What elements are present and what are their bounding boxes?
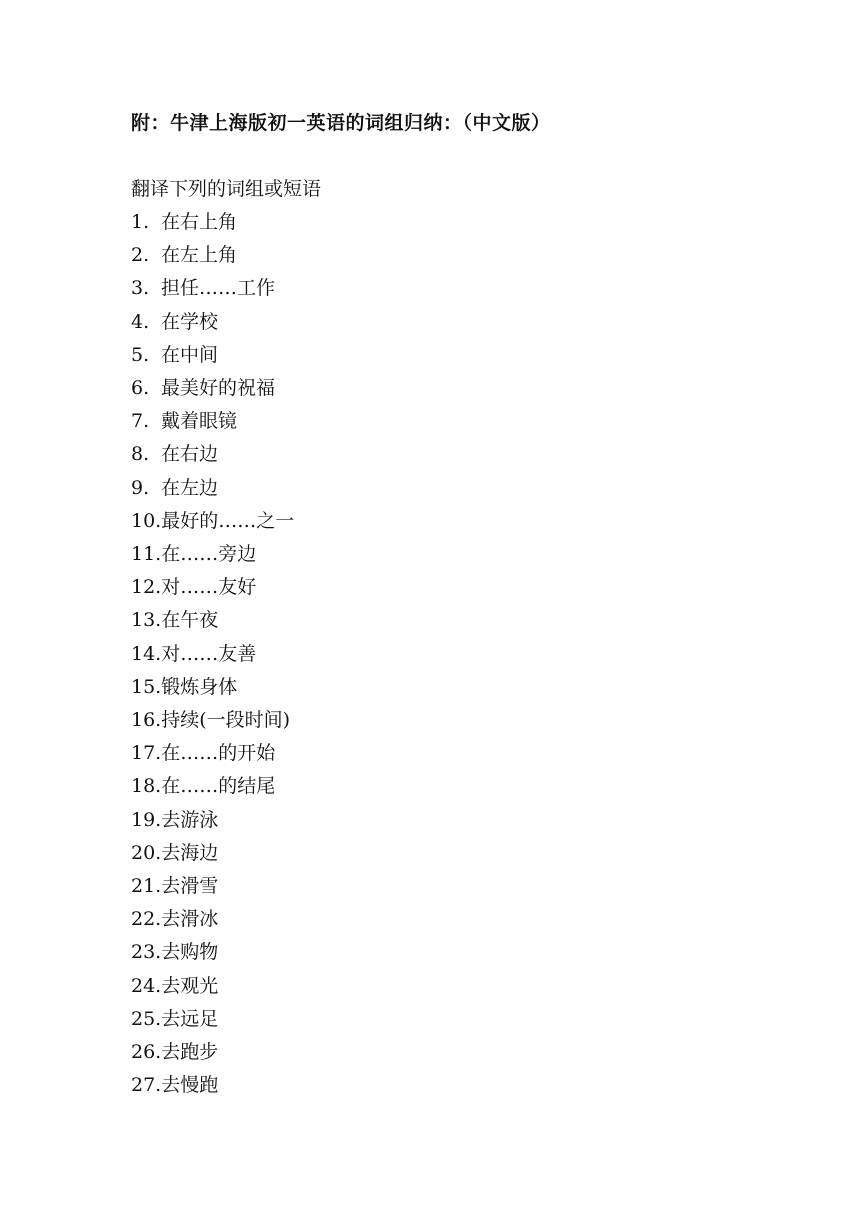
list-item-number: 14. (131, 642, 162, 665)
list-item (131, 737, 811, 770)
list-item (131, 870, 811, 903)
section-heading: 翻译下列的词组或短语 (131, 178, 322, 200)
list-item (131, 936, 811, 969)
list-item-number: 6. (131, 377, 150, 400)
list-item (131, 239, 811, 272)
list-item-number: 20. (131, 841, 162, 864)
list-item (131, 704, 811, 737)
list-item-text: 去滑冰 (161, 908, 219, 931)
list-item-text: 去购物 (161, 941, 219, 964)
list-item-number: 17. (131, 742, 162, 765)
list-item-number: 11. (131, 543, 162, 566)
list-item-number: 10. (131, 509, 162, 532)
list-item-text: 持续(一段时间) (161, 709, 291, 732)
list-item (131, 538, 811, 571)
list-item (131, 903, 811, 936)
list-item-number: 24. (131, 974, 162, 997)
list-item-text: 对……友好 (161, 576, 257, 599)
list-item (131, 472, 811, 505)
list-item-number: 22. (131, 908, 162, 931)
list-item (131, 505, 811, 538)
list-item-text: 在右边 (161, 443, 219, 466)
list-item-number: 4. (131, 310, 150, 333)
list-item (131, 804, 811, 837)
list-item-text: 戴着眼镜 (161, 410, 238, 433)
list-item-text: 锻炼身体 (161, 675, 238, 698)
list-item-text: 去慢跑 (161, 1074, 219, 1097)
list-item-text: 对……友善 (161, 642, 257, 665)
list-item-number: 1. (131, 211, 150, 233)
list-item (131, 638, 811, 671)
list-item-text: 在……的结尾 (161, 775, 276, 798)
list-item (131, 438, 811, 471)
list-item-text: 去远足 (161, 1007, 219, 1030)
list-item-number: 26. (131, 1041, 162, 1064)
list-item-text: 最好的……之一 (161, 509, 295, 532)
list-item-text: 最美好的祝福 (161, 377, 276, 400)
list-item-number: 18. (131, 775, 162, 798)
list-item-text: 去跑步 (161, 1041, 219, 1064)
list-item-text: 在……旁边 (161, 543, 257, 566)
list-item-number: 2. (131, 244, 150, 267)
list-item (131, 405, 811, 438)
list-item-text: 担任……工作 (161, 277, 276, 300)
list-item (131, 272, 811, 305)
list-item-number: 3. (131, 277, 150, 300)
list-item-number: 27. (131, 1074, 162, 1097)
list-item-text: 在……的开始 (161, 742, 276, 765)
list-item (131, 770, 811, 803)
list-item-number: 21. (131, 875, 162, 898)
list-item (131, 372, 811, 405)
list-item-text: 在中间 (161, 343, 219, 366)
list-item-number: 19. (131, 808, 162, 831)
list-item (131, 970, 811, 1003)
list-item-text: 去滑雪 (161, 875, 219, 898)
list-item (131, 1069, 811, 1102)
phrase-list (131, 206, 811, 1102)
list-item-number: 23. (131, 941, 162, 964)
list-item (131, 671, 811, 704)
list-item-text: 在午夜 (161, 609, 219, 632)
list-item (131, 1003, 811, 1036)
list-item-text: 在左上角 (161, 244, 238, 267)
list-item (131, 306, 811, 339)
list-item (131, 1036, 811, 1069)
list-item-text: 在右上角 (161, 211, 238, 233)
list-item-text: 去游泳 (161, 808, 219, 831)
list-item-number: 5. (131, 343, 150, 366)
list-item (131, 206, 811, 239)
list-item-text: 去海边 (161, 841, 219, 864)
list-item-text: 在学校 (161, 310, 219, 333)
list-item-number: 7. (131, 410, 150, 433)
list-item-number: 12. (131, 576, 162, 599)
document-page (131, 108, 811, 1102)
list-item-number: 25. (131, 1007, 162, 1030)
list-item (131, 571, 811, 604)
list-item-number: 9. (131, 476, 150, 499)
list-item-number: 15. (131, 675, 162, 698)
list-item-number: 8. (131, 443, 150, 466)
list-item-text: 在左边 (161, 476, 219, 499)
list-item (131, 837, 811, 870)
document-title: 附：牛津上海版初一英语的词组归纳：（中文版） (131, 112, 551, 134)
list-item (131, 604, 811, 637)
list-item (131, 339, 811, 372)
list-item-text: 去观光 (161, 974, 219, 997)
list-item-number: 13. (131, 609, 162, 632)
list-item-number: 16. (131, 709, 162, 732)
